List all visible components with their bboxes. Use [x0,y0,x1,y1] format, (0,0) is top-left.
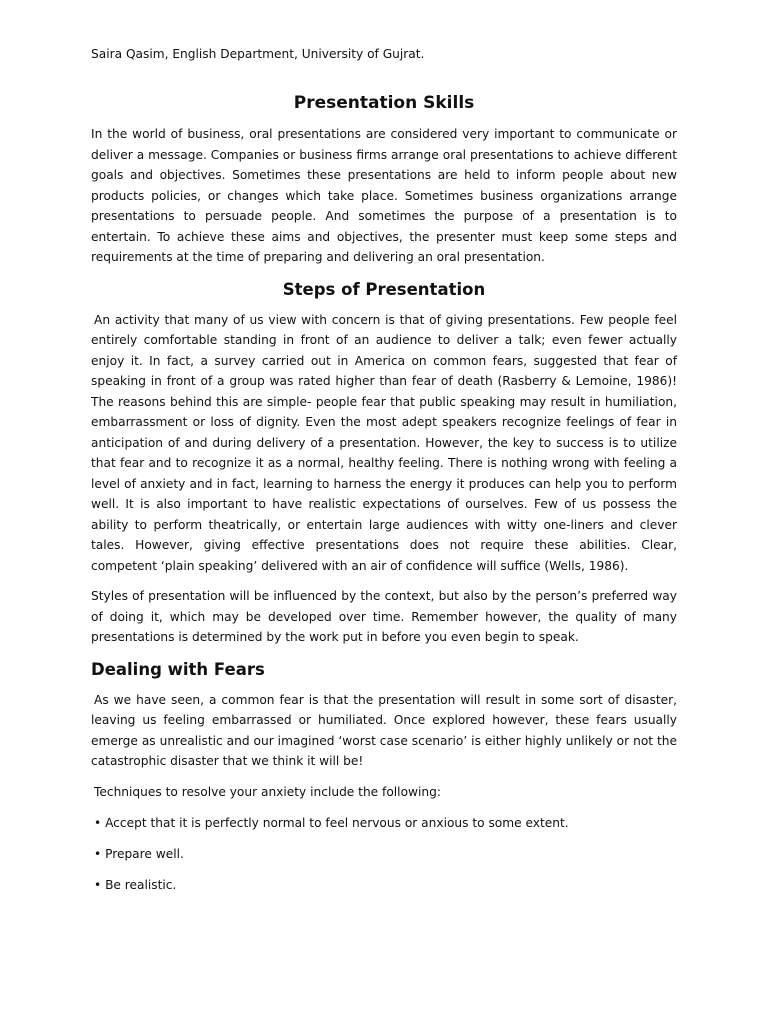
intro-paragraph: In the world of business, oral presentations are considered very important to communicate or deliver a message. Companies or business firms arrange oral presentations to achieve different goals and objectives. Sometimes these presentations are held to inform people about new products policies, or changes which take place. Sometimes business organizations arrange presentations to persuade people. And sometimes the purpose of a presentation is to entertain. To achieve these aims and objectives, the presenter must keep some steps and requirements at the time of preparing and delivering an oral presentation. [91,127,677,264]
bullet-item: • Prepare well. [94,846,184,861]
steps-heading: Steps of Presentation [282,279,486,299]
steps-paragraph-1: An activity that many of us view with concern is that of giving presentations. Few people feel entirely comfortable standing in front of an audience to deliver a talk; even fewer actually enjoy it. In fact, a survey carried out in America on common fears, suggested that fear of speaking in front of a group was rated higher than fear of death (Rasberry & Lemoine, 1986)! The reasons behind this are simple- people fear that public speaking may result in humiliation, embarrassment or loss of dignity. Even the most adept speakers recognize feelings of fear in anticipation of and during delivery of a presentation. However, the key to success is to utilize that fear and to recognize it as a normal, healthy feeling. There is nothing wrong with feeling a level of anxiety and in fact, learning to harness the energy it produces can help you to perform well. It is also important to have realistic expectations of ourselves. Few of us possess the ability to perform theatrically, or entertain large audiences with witty one-liners and clever tales. However, giving effective presentations does not require these abilities. Clear, competent ‘plain speaking’ delivered with an air of confidence will suffice (Wells, 1986). [91,312,677,573]
bullet-item: • Be realistic. [94,877,177,892]
fears-paragraph-1: As we have seen, a common fear is that the presentation will result in some sort of disaster, leaving us feeling embarrassed or humiliated. Once explored however, these fears usually emerge as unrealistic and our imagined ‘worst case scenario’ is either highly unlikely or not the catastrophic disaster that we think it will be! [91,692,677,768]
techniques-intro: Techniques to resolve your anxiety include the following: [94,784,441,799]
document-page [91,44,677,906]
fears-heading: Dealing with Fears [91,659,265,679]
author-line: Saira Qasim, English Department, University of Gujrat. [91,47,425,61]
steps-paragraph-2: Styles of presentation will be influenced by the context, but also by the person’s preferred way of doing it, which may be developed over time. Remember however, the quality of many presentations is determined by the work put in before you even begin to speak. [91,589,677,644]
bullet-item: • Accept that it is perfectly normal to feel nervous or anxious to some extent. [94,815,569,830]
document-title: Presentation Skills [293,93,475,113]
